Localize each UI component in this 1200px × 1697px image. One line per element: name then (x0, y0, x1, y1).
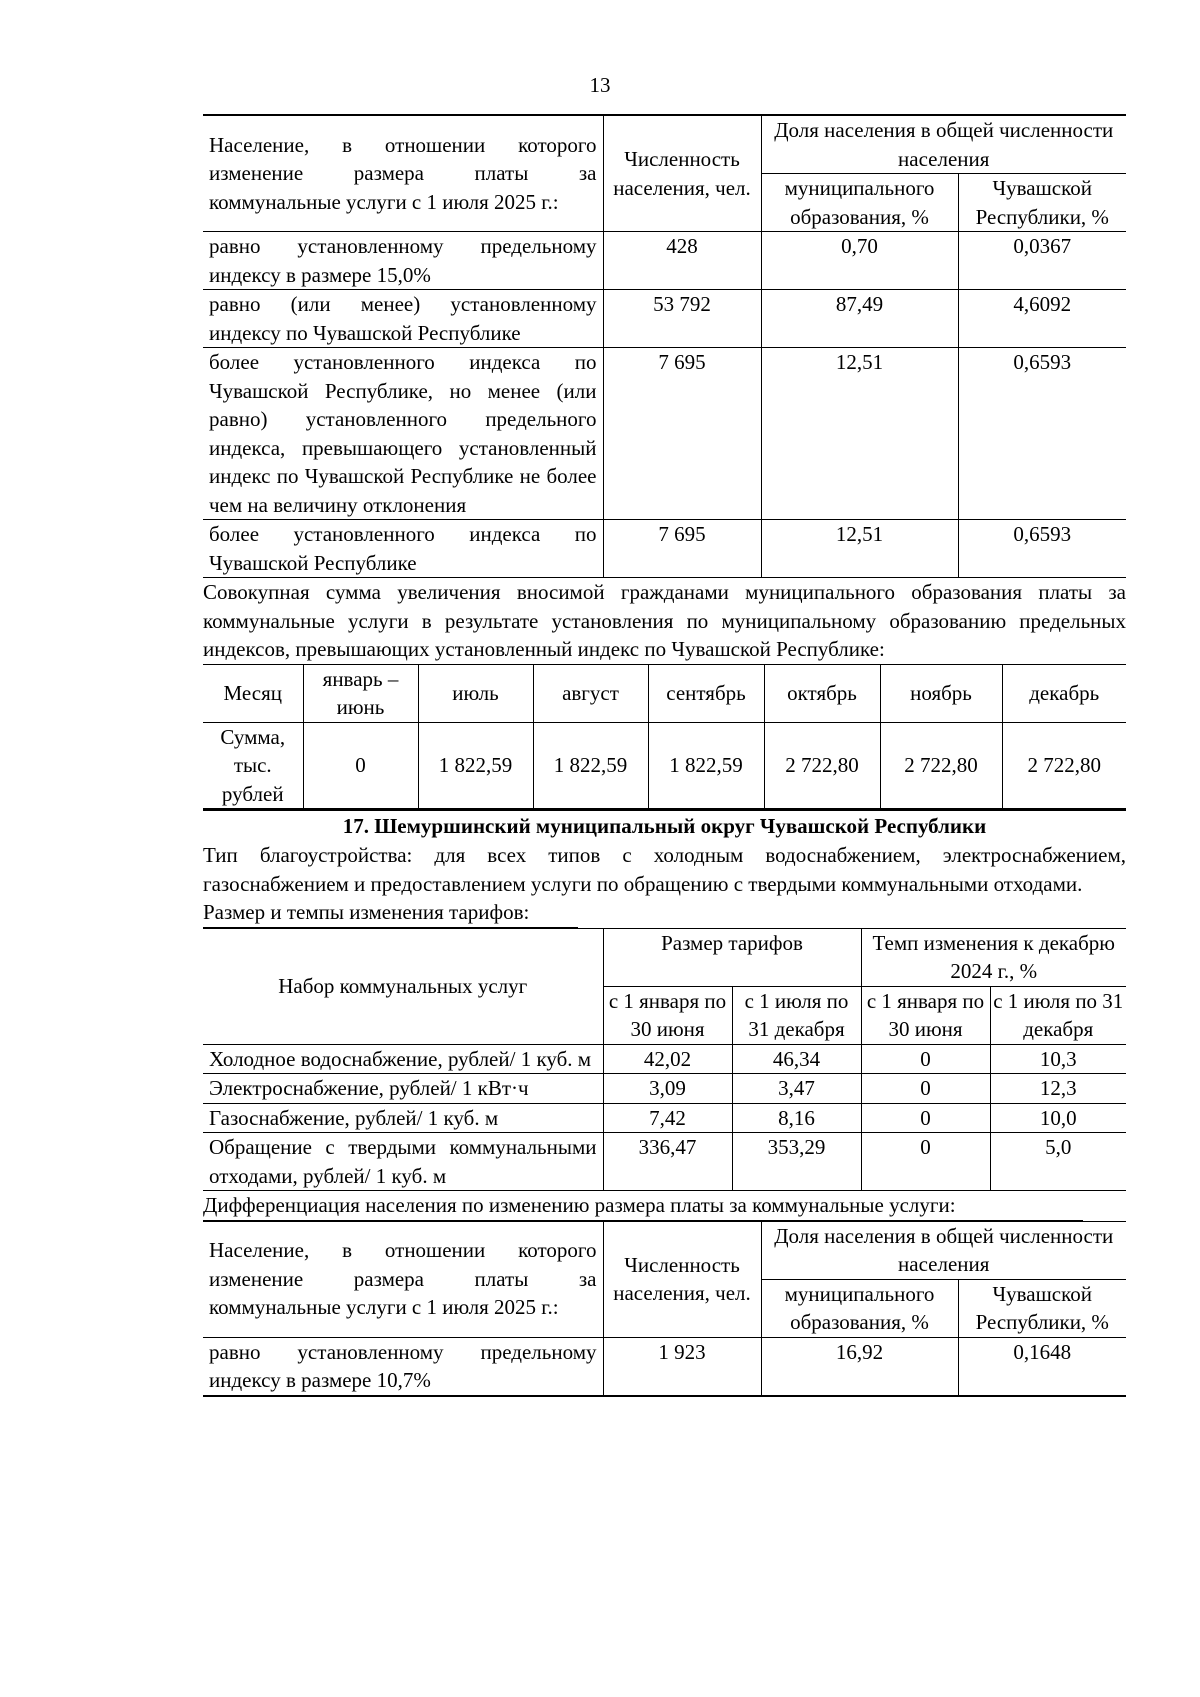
page-number: 13 (589, 73, 611, 97)
monthly-sum-table (203, 664, 1126, 810)
section-heading: 17. Шемуршинский муниципальный округ Чувашской Республики (203, 809, 1126, 841)
row-label: более установленного индекса по Чувашской Республике (203, 520, 603, 578)
row-count: 428 (603, 232, 761, 290)
sum-cell: 2 722,80 (1002, 722, 1126, 809)
table-row (203, 1044, 1126, 1074)
row-municipal: 12,51 (761, 520, 958, 578)
header-share-group: Доля населения в общей численности населения (761, 115, 1126, 174)
row-count: 1 923 (603, 1337, 761, 1396)
row-count: 7 695 (603, 520, 761, 578)
header-population: Население, в отношении которого изменение размера платы за коммунальные услуги с 1 июля 2025 г.: (203, 1221, 603, 1337)
rate-jul: 10,3 (990, 1044, 1126, 1074)
header-rate-change: Темп изменения к декабрю 2024 г., % (861, 928, 1126, 986)
row-republic: 0,6593 (958, 520, 1126, 578)
total-increase-paragraph: Совокупная сумма увеличения вносимой гражданами муниципального образования платы за коммунальные услуги в результате установления по муниципальному образованию предельных индексов, превышающих установленный индекс по Чувашской Республике: (203, 580, 1126, 661)
rate-jul: 5,0 (990, 1133, 1126, 1191)
rate-jul: 12,3 (990, 1074, 1126, 1104)
rate-jan: 0 (861, 1133, 990, 1191)
service-name: Холодное водоснабжение, рублей/ 1 куб. м (203, 1044, 603, 1074)
size-jul: 3,47 (732, 1074, 861, 1104)
size-jan: 336,47 (603, 1133, 732, 1191)
size-jul: 353,29 (732, 1133, 861, 1191)
header-services: Набор коммунальных услуг (203, 928, 603, 1044)
size-jan: 3,09 (603, 1074, 732, 1104)
row-municipal: 16,92 (761, 1337, 958, 1396)
sum-cell: 2 722,80 (764, 722, 880, 809)
table-row (203, 232, 1126, 290)
sum-cell: 1 822,59 (648, 722, 764, 809)
rate-jul: 10,0 (990, 1103, 1126, 1133)
header-share-republic: Чувашской Республики, % (958, 174, 1126, 232)
header-share-group: Доля населения в общей численности населения (761, 1221, 1126, 1279)
header-count: Численность населения, чел. (603, 115, 761, 232)
sum-cell: 0 (303, 722, 418, 809)
size-jul: 46,34 (732, 1044, 861, 1074)
month-cell: октябрь (764, 664, 880, 722)
sum-cell: 2 722,80 (880, 722, 1002, 809)
table-row (203, 290, 1126, 348)
tariffs-caption: Размер и темпы изменения тарифов: (203, 898, 578, 928)
month-cell: август (533, 664, 648, 722)
sum-cell: 1 822,59 (418, 722, 533, 809)
improvement-type: Тип благоустройства: для всех типов с холодным водоснабжением, электроснабжением, газоснабжением и предоставлением услуги по обращению с твердыми коммунальными отходами. (203, 843, 1126, 896)
row-label: равно (или менее) установленному индексу по Чувашской Республике (203, 290, 603, 348)
service-name: Обращение с твердыми коммунальными отходами, рублей/ 1 куб. м (203, 1133, 603, 1191)
row-republic: 0,0367 (958, 232, 1126, 290)
size-jan: 42,02 (603, 1044, 732, 1074)
service-name: Газоснабжение, рублей/ 1 куб. м (203, 1103, 603, 1133)
rate-jan: 0 (861, 1074, 990, 1104)
population-table-2 (203, 1221, 1126, 1397)
table-row (203, 1103, 1126, 1133)
row-republic: 0,1648 (958, 1337, 1126, 1396)
service-name: Электроснабжение, рублей/ 1 кВт·ч (203, 1074, 603, 1104)
rate-jan: 0 (861, 1044, 990, 1074)
row-count: 7 695 (603, 348, 761, 520)
sub-rate-jul: с 1 июля по 31 декабря (990, 986, 1126, 1044)
population-table-1 (203, 114, 1126, 578)
row-count: 53 792 (603, 290, 761, 348)
month-cell: июль (418, 664, 533, 722)
table-row (203, 1133, 1126, 1191)
header-share-municipal: муниципального образования, % (761, 174, 958, 232)
header-count: Численность населения, чел. (603, 1221, 761, 1337)
sub-size-jul: с 1 июля по 31 декабря (732, 986, 861, 1044)
header-share-municipal: муниципального образования, % (761, 1279, 958, 1337)
row-municipal: 87,49 (761, 290, 958, 348)
sub-rate-jan: с 1 января по 30 июня (861, 986, 990, 1044)
header-population: Население, в отношении которого изменение размера платы за коммунальные услуги с 1 июля 2025 г.: (203, 115, 603, 232)
month-cell: ноябрь (880, 664, 1002, 722)
month-row-label: Месяц (203, 664, 303, 722)
table-row (203, 520, 1126, 578)
month-cell: январь – июнь (303, 664, 418, 722)
sub-size-jan: с 1 января по 30 июня (603, 986, 732, 1044)
row-label: равно установленному предельному индексу в размере 10,7% (203, 1337, 603, 1396)
header-share-republic: Чувашской Республики, % (958, 1279, 1126, 1337)
month-cell: декабрь (1002, 664, 1126, 722)
sum-row-label: Сумма, тыс. рублей (203, 722, 303, 809)
table-row (203, 1074, 1126, 1104)
differentiation-caption: Дифференциация населения по изменению размера платы за коммунальные услуги: (203, 1191, 1083, 1221)
header-tariff-size: Размер тарифов (603, 928, 861, 986)
row-republic: 0,6593 (958, 348, 1126, 520)
row-label: равно установленному предельному индексу в размере 15,0% (203, 232, 603, 290)
size-jan: 7,42 (603, 1103, 732, 1133)
size-jul: 8,16 (732, 1103, 861, 1133)
table-row (203, 348, 1126, 520)
tariffs-table (203, 928, 1126, 1192)
sum-cell: 1 822,59 (533, 722, 648, 809)
rate-jan: 0 (861, 1103, 990, 1133)
row-republic: 4,6092 (958, 290, 1126, 348)
row-municipal: 0,70 (761, 232, 958, 290)
row-label: более установленного индекса по Чувашской Республике, но менее (или равно) установленного предельного индекса, превышающего установленный индекс по Чувашской Республике не более чем на величину отклонения (203, 348, 603, 520)
month-cell: сентябрь (648, 664, 764, 722)
page-content (203, 114, 1126, 1397)
table-row (203, 1337, 1126, 1396)
row-municipal: 12,51 (761, 348, 958, 520)
